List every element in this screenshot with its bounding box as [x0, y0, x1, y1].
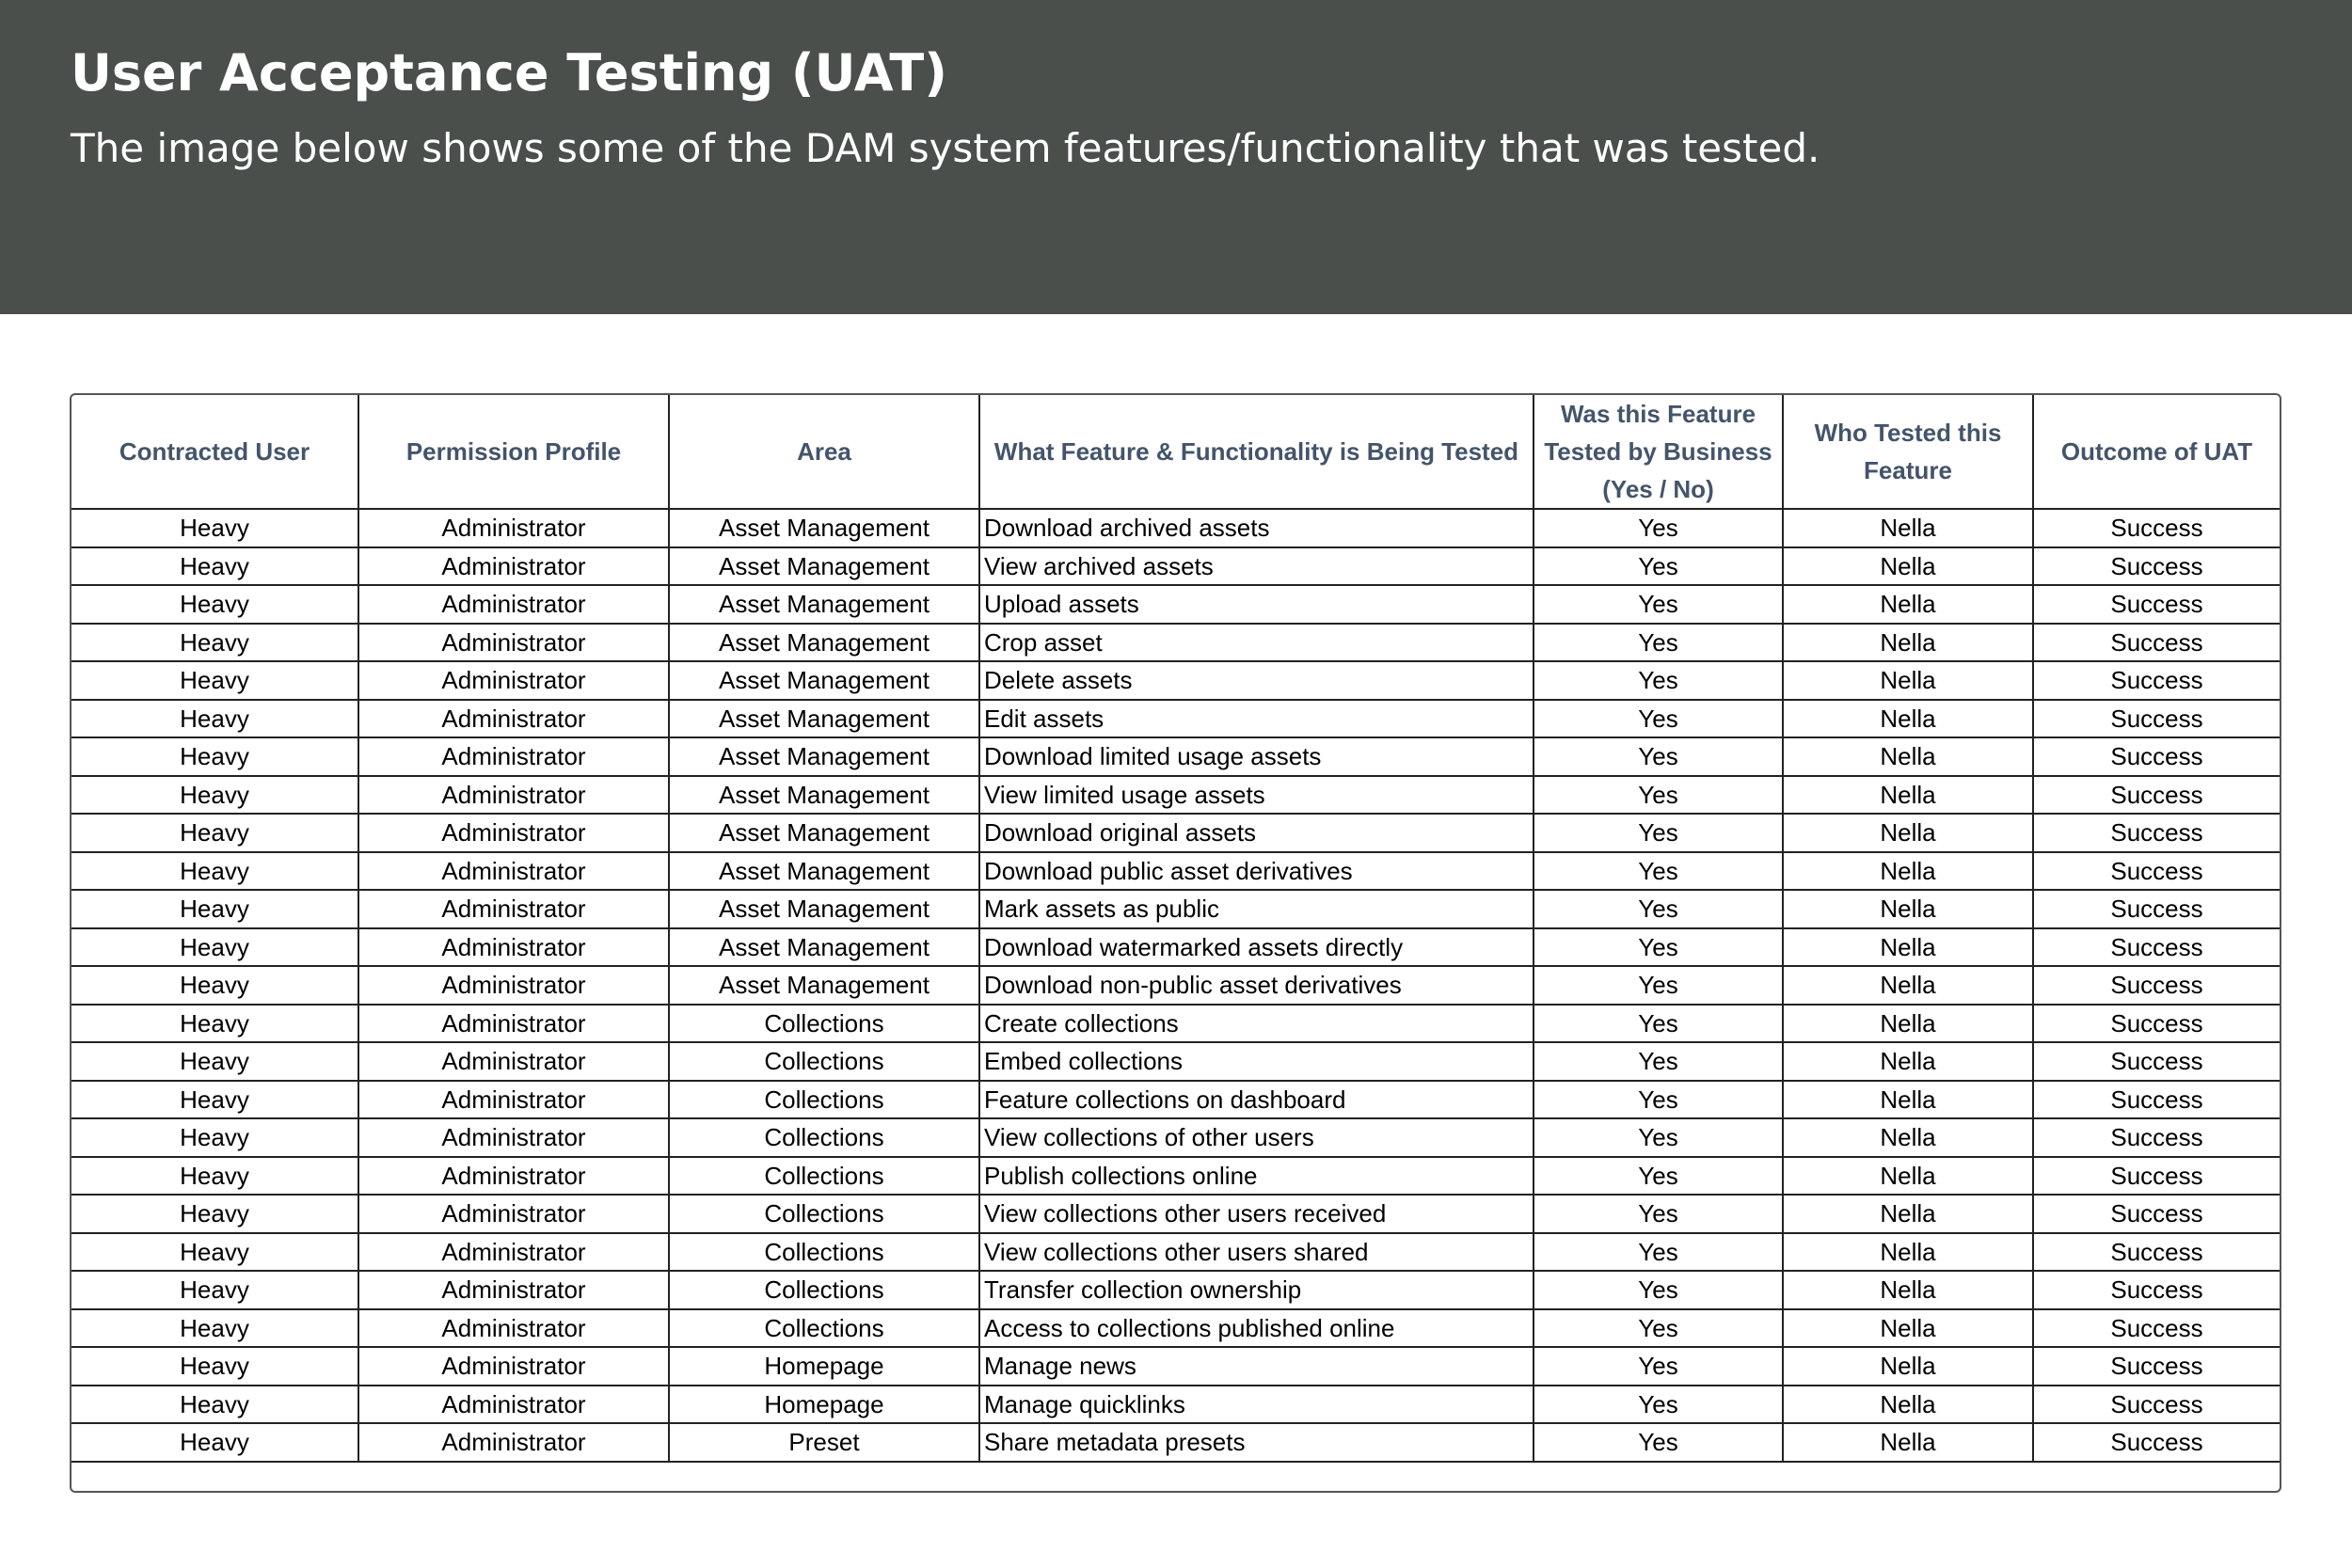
outcome-cell: Success	[2033, 547, 2280, 586]
contracted-user-cell: Heavy	[72, 1386, 358, 1424]
outcome-cell: Success	[2033, 928, 2280, 967]
tested-by-business-cell: Yes	[1534, 1195, 1783, 1233]
area-cell: Collections	[669, 1309, 979, 1348]
area-cell: Asset Management	[669, 700, 979, 738]
feature-cell: Create collections	[979, 1005, 1534, 1043]
contracted-user-cell: Heavy	[72, 1423, 358, 1462]
contracted-user-cell: Heavy	[72, 1042, 358, 1081]
permission-profile-cell: Administrator	[358, 1386, 669, 1424]
who-tested-cell: Nella	[1783, 928, 2033, 967]
page-title: User Acceptance Testing (UAT)	[71, 43, 947, 103]
outcome-cell: Success	[2033, 1309, 2280, 1348]
permission-profile-cell: Administrator	[358, 1347, 669, 1386]
table-row	[72, 1347, 2280, 1386]
tested-by-business-cell: Yes	[1534, 928, 1783, 967]
contracted-user-cell: Heavy	[72, 1233, 358, 1272]
outcome-cell: Success	[2033, 814, 2280, 852]
outcome-cell: Success	[2033, 661, 2280, 700]
table-row	[72, 1042, 2280, 1081]
permission-profile-cell: Administrator	[358, 776, 669, 815]
page-subtitle: The image below shows some of the DAM system features/functionality that was tested.	[71, 125, 1820, 171]
feature-cell: Crop asset	[979, 624, 1534, 662]
outcome-cell: Success	[2033, 700, 2280, 738]
area-cell: Asset Management	[669, 547, 979, 586]
feature-cell: Publish collections online	[979, 1157, 1534, 1196]
feature-cell: Delete assets	[979, 661, 1534, 700]
tested-by-business-cell: Yes	[1534, 737, 1783, 776]
uat-table	[72, 395, 2280, 1463]
permission-profile-cell: Administrator	[358, 1005, 669, 1043]
contracted-user-cell: Heavy	[72, 1005, 358, 1043]
contracted-user-cell: Heavy	[72, 928, 358, 967]
outcome-cell: Success	[2033, 1271, 2280, 1309]
feature-cell: Download public asset derivatives	[979, 852, 1534, 891]
who-tested-cell: Nella	[1783, 1271, 2033, 1309]
tested-by-business-cell: Yes	[1534, 624, 1783, 662]
area-cell: Asset Management	[669, 737, 979, 776]
who-tested-cell: Nella	[1783, 624, 2033, 662]
permission-profile-cell: Administrator	[358, 509, 669, 547]
who-tested-cell: Nella	[1783, 1157, 2033, 1196]
tested-by-business-cell: Yes	[1534, 1423, 1783, 1462]
tested-by-business-cell: Yes	[1534, 1118, 1783, 1157]
permission-profile-cell: Administrator	[358, 852, 669, 891]
table-row	[72, 1005, 2280, 1043]
tested-by-business-cell: Yes	[1534, 890, 1783, 928]
who-tested-cell: Nella	[1783, 1233, 2033, 1272]
feature-cell: Upload assets	[979, 585, 1534, 624]
column-header-area: Area	[669, 395, 979, 509]
column-header-outcome: Outcome of UAT	[2033, 395, 2280, 509]
area-cell: Homepage	[669, 1386, 979, 1424]
table-row	[72, 1118, 2280, 1157]
who-tested-cell: Nella	[1783, 1386, 2033, 1424]
contracted-user-cell: Heavy	[72, 966, 358, 1005]
permission-profile-cell: Administrator	[358, 1233, 669, 1272]
outcome-cell: Success	[2033, 852, 2280, 891]
feature-cell: View archived assets	[979, 547, 1534, 586]
feature-cell: Download original assets	[979, 814, 1534, 852]
contracted-user-cell: Heavy	[72, 547, 358, 586]
permission-profile-cell: Administrator	[358, 890, 669, 928]
table-row	[72, 547, 2280, 586]
contracted-user-cell: Heavy	[72, 776, 358, 815]
feature-cell: Download watermarked assets directly	[979, 928, 1534, 967]
feature-cell: View collections other users received	[979, 1195, 1534, 1233]
outcome-cell: Success	[2033, 890, 2280, 928]
column-header-feature: What Feature & Functionality is Being Tested	[979, 395, 1534, 509]
tested-by-business-cell: Yes	[1534, 1042, 1783, 1081]
contracted-user-cell: Heavy	[72, 890, 358, 928]
contracted-user-cell: Heavy	[72, 700, 358, 738]
table-row	[72, 966, 2280, 1005]
permission-profile-cell: Administrator	[358, 1042, 669, 1081]
who-tested-cell: Nella	[1783, 1423, 2033, 1462]
feature-cell: Download non-public asset derivatives	[979, 966, 1534, 1005]
table-row	[72, 852, 2280, 891]
outcome-cell: Success	[2033, 737, 2280, 776]
table-row	[72, 1233, 2280, 1272]
area-cell: Collections	[669, 1042, 979, 1081]
permission-profile-cell: Administrator	[358, 700, 669, 738]
who-tested-cell: Nella	[1783, 1195, 2033, 1233]
outcome-cell: Success	[2033, 1347, 2280, 1386]
feature-cell: Manage news	[979, 1347, 1534, 1386]
who-tested-cell: Nella	[1783, 776, 2033, 815]
feature-cell: Transfer collection ownership	[979, 1271, 1534, 1309]
who-tested-cell: Nella	[1783, 585, 2033, 624]
who-tested-cell: Nella	[1783, 1118, 2033, 1157]
table-row	[72, 737, 2280, 776]
who-tested-cell: Nella	[1783, 509, 2033, 547]
outcome-cell: Success	[2033, 585, 2280, 624]
area-cell: Asset Management	[669, 776, 979, 815]
area-cell: Collections	[669, 1271, 979, 1309]
who-tested-cell: Nella	[1783, 547, 2033, 586]
permission-profile-cell: Administrator	[358, 1195, 669, 1233]
area-cell: Asset Management	[669, 509, 979, 547]
feature-cell: Feature collections on dashboard	[979, 1081, 1534, 1119]
outcome-cell: Success	[2033, 624, 2280, 662]
contracted-user-cell: Heavy	[72, 1118, 358, 1157]
area-cell: Asset Management	[669, 928, 979, 967]
table-row	[72, 1157, 2280, 1196]
tested-by-business-cell: Yes	[1534, 1271, 1783, 1309]
tested-by-business-cell: Yes	[1534, 1081, 1783, 1119]
permission-profile-cell: Administrator	[358, 1423, 669, 1462]
tested-by-business-cell: Yes	[1534, 852, 1783, 891]
table-row	[72, 1309, 2280, 1348]
permission-profile-cell: Administrator	[358, 814, 669, 852]
tested-by-business-cell: Yes	[1534, 1347, 1783, 1386]
who-tested-cell: Nella	[1783, 661, 2033, 700]
permission-profile-cell: Administrator	[358, 661, 669, 700]
tested-by-business-cell: Yes	[1534, 585, 1783, 624]
permission-profile-cell: Administrator	[358, 624, 669, 662]
header-banner	[0, 0, 2352, 314]
contracted-user-cell: Heavy	[72, 509, 358, 547]
contracted-user-cell: Heavy	[72, 1157, 358, 1196]
tested-by-business-cell: Yes	[1534, 966, 1783, 1005]
column-header-who-tested: Who Tested this Feature	[1783, 395, 2033, 509]
table-row	[72, 890, 2280, 928]
column-header-contracted-user: Contracted User	[72, 395, 358, 509]
tested-by-business-cell: Yes	[1534, 661, 1783, 700]
outcome-cell: Success	[2033, 1118, 2280, 1157]
table-row	[72, 1271, 2280, 1309]
feature-cell: View collections of other users	[979, 1118, 1534, 1157]
outcome-cell: Success	[2033, 1157, 2280, 1196]
contracted-user-cell: Heavy	[72, 1347, 358, 1386]
table-row	[72, 661, 2280, 700]
area-cell: Collections	[669, 1157, 979, 1196]
area-cell: Collections	[669, 1233, 979, 1272]
tested-by-business-cell: Yes	[1534, 1309, 1783, 1348]
permission-profile-cell: Administrator	[358, 1157, 669, 1196]
who-tested-cell: Nella	[1783, 890, 2033, 928]
area-cell: Asset Management	[669, 585, 979, 624]
permission-profile-cell: Administrator	[358, 737, 669, 776]
tested-by-business-cell: Yes	[1534, 509, 1783, 547]
contracted-user-cell: Heavy	[72, 814, 358, 852]
feature-cell: Mark assets as public	[979, 890, 1534, 928]
area-cell: Preset	[669, 1423, 979, 1462]
table-row	[72, 1386, 2280, 1424]
tested-by-business-cell: Yes	[1534, 1005, 1783, 1043]
feature-cell: View collections other users shared	[979, 1233, 1534, 1272]
tested-by-business-cell: Yes	[1534, 1157, 1783, 1196]
contracted-user-cell: Heavy	[72, 737, 358, 776]
tested-by-business-cell: Yes	[1534, 547, 1783, 586]
permission-profile-cell: Administrator	[358, 585, 669, 624]
table-row	[72, 814, 2280, 852]
outcome-cell: Success	[2033, 776, 2280, 815]
tested-by-business-cell: Yes	[1534, 700, 1783, 738]
who-tested-cell: Nella	[1783, 966, 2033, 1005]
contracted-user-cell: Heavy	[72, 585, 358, 624]
contracted-user-cell: Heavy	[72, 624, 358, 662]
area-cell: Asset Management	[669, 661, 979, 700]
who-tested-cell: Nella	[1783, 1081, 2033, 1119]
table-body	[72, 509, 2280, 1462]
table-row	[72, 624, 2280, 662]
outcome-cell: Success	[2033, 509, 2280, 547]
who-tested-cell: Nella	[1783, 1309, 2033, 1348]
permission-profile-cell: Administrator	[358, 1309, 669, 1348]
feature-cell: Access to collections published online	[979, 1309, 1534, 1348]
contracted-user-cell: Heavy	[72, 1271, 358, 1309]
area-cell: Asset Management	[669, 624, 979, 662]
who-tested-cell: Nella	[1783, 1347, 2033, 1386]
area-cell: Collections	[669, 1118, 979, 1157]
feature-cell: Download archived assets	[979, 509, 1534, 547]
outcome-cell: Success	[2033, 1423, 2280, 1462]
feature-cell: View limited usage assets	[979, 776, 1534, 815]
permission-profile-cell: Administrator	[358, 1118, 669, 1157]
column-header-permission-profile: Permission Profile	[358, 395, 669, 509]
permission-profile-cell: Administrator	[358, 1271, 669, 1309]
table-row	[72, 700, 2280, 738]
who-tested-cell: Nella	[1783, 737, 2033, 776]
area-cell: Asset Management	[669, 966, 979, 1005]
outcome-cell: Success	[2033, 966, 2280, 1005]
column-header-tested-by-business: Was this Feature Tested by Business (Yes / No)	[1534, 395, 1783, 509]
outcome-cell: Success	[2033, 1005, 2280, 1043]
outcome-cell: Success	[2033, 1386, 2280, 1424]
area-cell: Asset Management	[669, 852, 979, 891]
tested-by-business-cell: Yes	[1534, 814, 1783, 852]
contracted-user-cell: Heavy	[72, 852, 358, 891]
who-tested-cell: Nella	[1783, 852, 2033, 891]
outcome-cell: Success	[2033, 1081, 2280, 1119]
feature-cell: Embed collections	[979, 1042, 1534, 1081]
table-row	[72, 776, 2280, 815]
uat-table-container	[70, 393, 2281, 1493]
permission-profile-cell: Administrator	[358, 928, 669, 967]
table-row	[72, 1081, 2280, 1119]
tested-by-business-cell: Yes	[1534, 1233, 1783, 1272]
table-row	[72, 928, 2280, 967]
outcome-cell: Success	[2033, 1042, 2280, 1081]
contracted-user-cell: Heavy	[72, 1309, 358, 1348]
contracted-user-cell: Heavy	[72, 1195, 358, 1233]
contracted-user-cell: Heavy	[72, 1081, 358, 1119]
table-header-row	[72, 395, 2280, 509]
feature-cell: Edit assets	[979, 700, 1534, 738]
area-cell: Collections	[669, 1195, 979, 1233]
area-cell: Homepage	[669, 1347, 979, 1386]
table-row	[72, 1423, 2280, 1462]
area-cell: Collections	[669, 1081, 979, 1119]
table-row	[72, 585, 2280, 624]
area-cell: Collections	[669, 1005, 979, 1043]
outcome-cell: Success	[2033, 1233, 2280, 1272]
area-cell: Asset Management	[669, 814, 979, 852]
feature-cell: Share metadata presets	[979, 1423, 1534, 1462]
permission-profile-cell: Administrator	[358, 966, 669, 1005]
tested-by-business-cell: Yes	[1534, 1386, 1783, 1424]
feature-cell: Manage quicklinks	[979, 1386, 1534, 1424]
who-tested-cell: Nella	[1783, 814, 2033, 852]
table-row	[72, 509, 2280, 547]
contracted-user-cell: Heavy	[72, 661, 358, 700]
who-tested-cell: Nella	[1783, 700, 2033, 738]
tested-by-business-cell: Yes	[1534, 776, 1783, 815]
permission-profile-cell: Administrator	[358, 547, 669, 586]
permission-profile-cell: Administrator	[358, 1081, 669, 1119]
feature-cell: Download limited usage assets	[979, 737, 1534, 776]
who-tested-cell: Nella	[1783, 1005, 2033, 1043]
outcome-cell: Success	[2033, 1195, 2280, 1233]
table-row	[72, 1195, 2280, 1233]
area-cell: Asset Management	[669, 890, 979, 928]
who-tested-cell: Nella	[1783, 1042, 2033, 1081]
